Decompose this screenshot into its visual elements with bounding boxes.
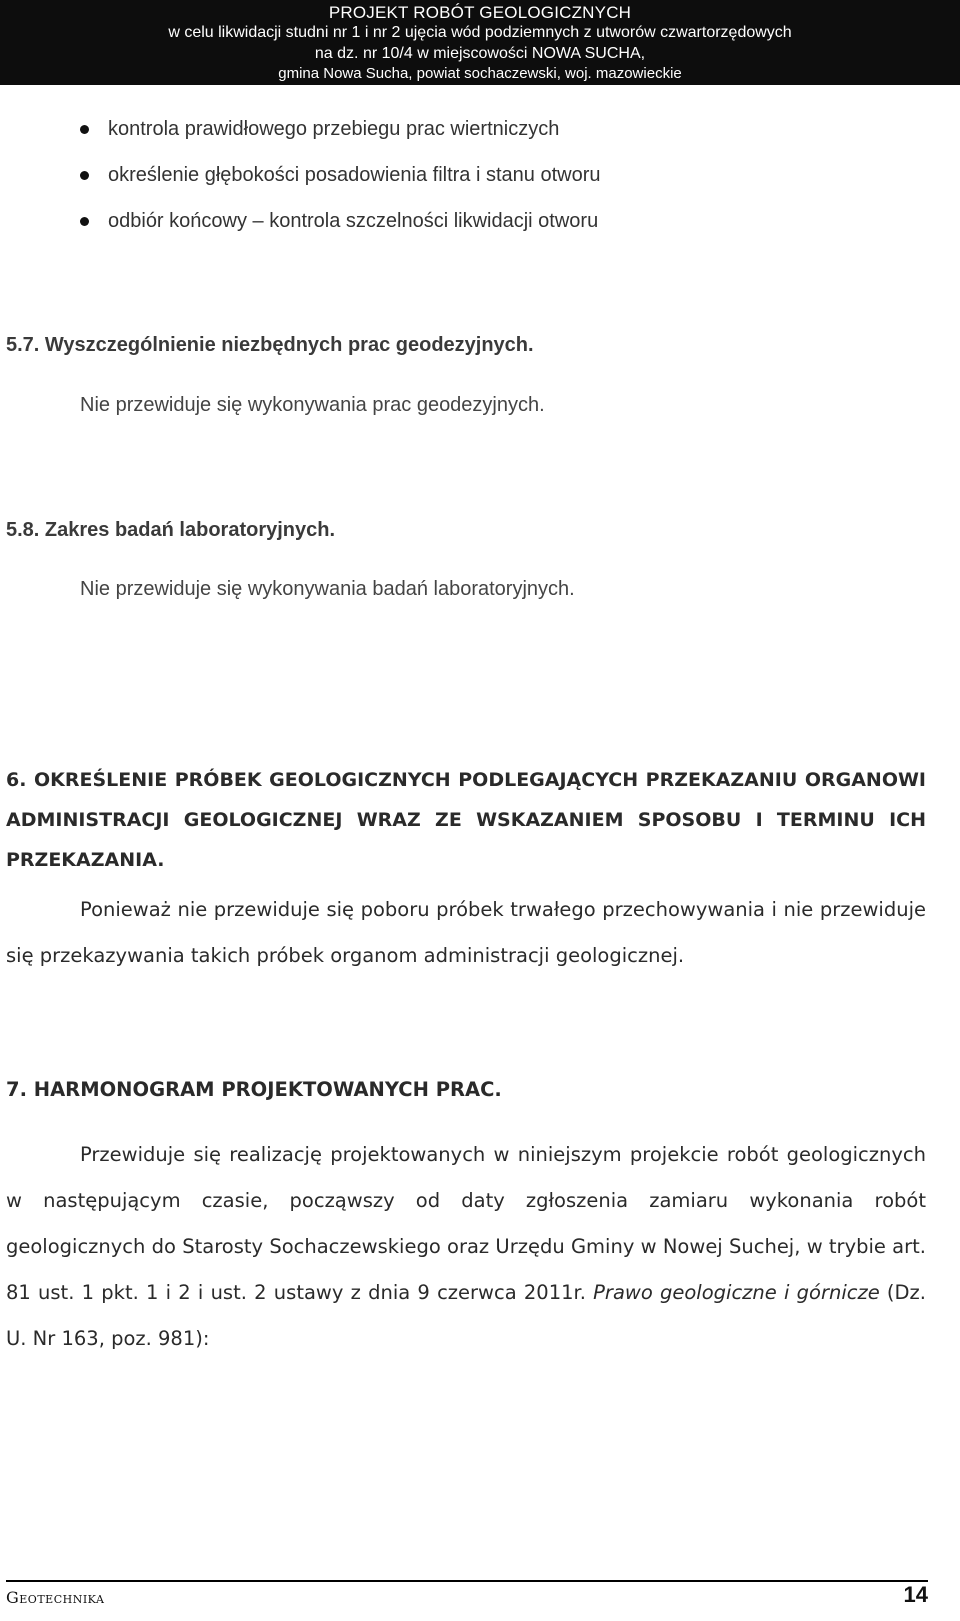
- section-6-text: Ponieważ nie przewiduje się poboru próbek trwałego przechowywania i nie przewiduje się przekazywania takich próbek organom administracji geologicznej.: [6, 898, 926, 967]
- section-5-7-heading: 5.7. Wyszczególnienie niezbędnych prac geodezyjnych.: [6, 334, 534, 356]
- list-item-text: określenie głębokości posadowienia filtra i stanu otworu: [108, 164, 601, 186]
- bullet-icon: [80, 217, 89, 226]
- footer-divider: [6, 1580, 928, 1582]
- list-item: [80, 202, 601, 248]
- list-item-text: kontrola prawidłowego przebiegu prac wiertniczych: [108, 118, 560, 140]
- section-5-7-text: Nie przewiduje się wykonywania prac geodezyjnych.: [80, 394, 545, 416]
- header-location: na dz. nr 10/4 w miejscowości NOWA SUCHA,: [314, 45, 646, 62]
- header-region: gmina Nowa Sucha, powiat sochaczewski, woj. mazowieckie: [278, 65, 682, 82]
- law-reference: (Dz. U. Nr 163, poz. 981):: [6, 1281, 926, 1350]
- section-7-heading: 7. HARMONOGRAM PROJEKTOWANYCH PRAC.: [6, 1078, 502, 1101]
- law-title: Prawo geologiczne i górnicze: [593, 1281, 880, 1304]
- header-project-title: PROJEKT ROBÓT GEOLOGICZNYCH: [328, 3, 632, 22]
- section-7-text: Przewiduje się realizację projektowanych w niniejszym projekcie robót geologicznych w następującym czasie, począwszy od daty zgłoszenia zamiaru wykonania robót geologicznych do Starosty Sochaczewskiego oraz Urzędu Gminy w Nowej Suchej, w trybie art. 81 ust. 1 pkt. 1 i 2 i ust. 2 ustawy z dnia 9 czerwca 2011r.: [6, 1143, 926, 1304]
- page-number: 14: [903, 1582, 928, 1607]
- section-6-heading: 6. OKREŚLENIE PRÓBEK GEOLOGICZNYCH PODLEGAJĄCYCH PRZEKAZANIU ORGANOWI ADMINISTRACJI GEOLOGICZNEJ WRAZ ZE WSKAZANIEM SPOSOBU I TERMINU ICH PRZEKAZANIA.: [6, 769, 926, 871]
- list-item-text: odbiór końcowy – kontrola szczelności likwidacji otworu: [108, 210, 599, 232]
- section-5-8-heading: 5.8. Zakres badań laboratoryjnych.: [6, 519, 336, 541]
- footer-brand: Geotechnika: [6, 1588, 105, 1607]
- bullet-icon: [80, 125, 89, 134]
- bullet-list: [80, 110, 601, 248]
- header-subject: w celu likwidacji studni nr 1 i nr 2 ujęcia wód podziemnych z utworów czwartorzędowych: [168, 24, 792, 41]
- page-header: [0, 0, 960, 85]
- list-item: [80, 156, 601, 202]
- section-5-8-text: Nie przewiduje się wykonywania badań laboratoryjnych.: [80, 578, 575, 600]
- list-item: [80, 110, 601, 156]
- bullet-icon: [80, 171, 89, 180]
- section-6-paragraph: [6, 887, 926, 979]
- section-7-paragraph: [6, 1132, 926, 1362]
